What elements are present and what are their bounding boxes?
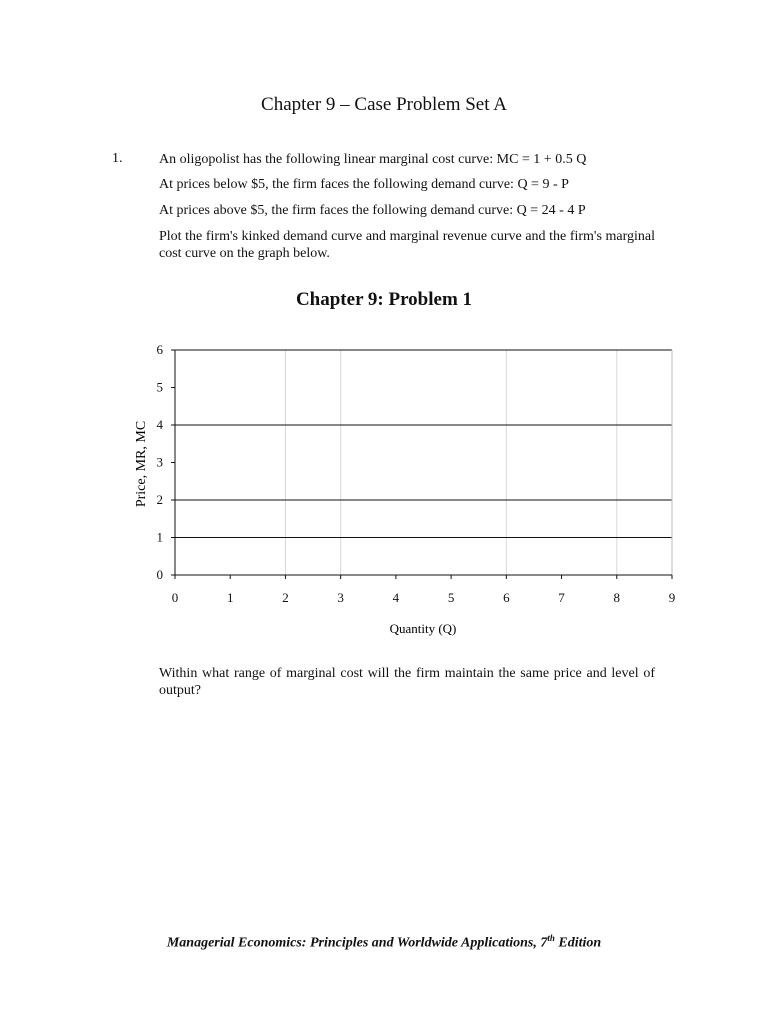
gridlines — [175, 350, 672, 575]
follow-up-question: Within what range of marginal cost will the firm maintain the same price and level of output? — [159, 666, 655, 698]
x-tick-label: 5 — [447, 590, 455, 605]
tick-labels — [157, 342, 676, 605]
footer — [0, 933, 768, 952]
y-tick-label: 1 — [156, 529, 163, 545]
chart-title: Chapter 9: Problem 1 — [295, 289, 473, 310]
y-tick-label: 6 — [156, 342, 163, 357]
x-tick-label: 4 — [392, 590, 400, 605]
x-tick-label: 9 — [668, 590, 676, 605]
question-number: 1. — [112, 151, 123, 166]
x-tick-label: 3 — [337, 590, 344, 605]
x-axis-label: Quantity (Q) — [389, 621, 457, 636]
axes — [171, 350, 672, 579]
question-line-3: At prices above $5, the firm faces the following demand curve: Q = 24 - 4 P — [159, 203, 586, 218]
footer-suffix: Edition — [554, 935, 602, 951]
chart — [0, 330, 768, 650]
x-tick-label: 8 — [613, 590, 621, 605]
footer-text: Managerial Economics: Principles and Worldwide Applications, 7 — [166, 935, 548, 951]
question-line-4: Plot the firm's kinked demand curve and marginal revenue curve and the firm's marginal cost curve on the graph below. — [159, 229, 655, 261]
question-line-2: At prices below $5, the firm faces the following demand curve: Q = 9 - P — [159, 177, 569, 192]
x-tick-label: 7 — [558, 590, 565, 605]
y-tick-label: 5 — [156, 379, 163, 395]
y-axis-label: Price, MR, MC — [134, 420, 149, 508]
question-line-1: An oligopolist has the following linear marginal cost curve: MC = 1 + 0.5 Q — [159, 152, 587, 167]
x-tick-label: 1 — [226, 590, 234, 605]
y-tick-label: 3 — [156, 454, 163, 470]
footer-superscript: th — [547, 933, 555, 943]
y-tick-label: 2 — [156, 492, 163, 507]
x-tick-label: 6 — [503, 590, 510, 605]
y-tick-label: 0 — [156, 567, 163, 582]
page-title: Chapter 9 – Case Problem Set A — [261, 94, 507, 115]
x-tick-label: 2 — [282, 590, 289, 605]
x-tick-label: 0 — [171, 590, 179, 605]
y-tick-label: 4 — [156, 417, 163, 432]
